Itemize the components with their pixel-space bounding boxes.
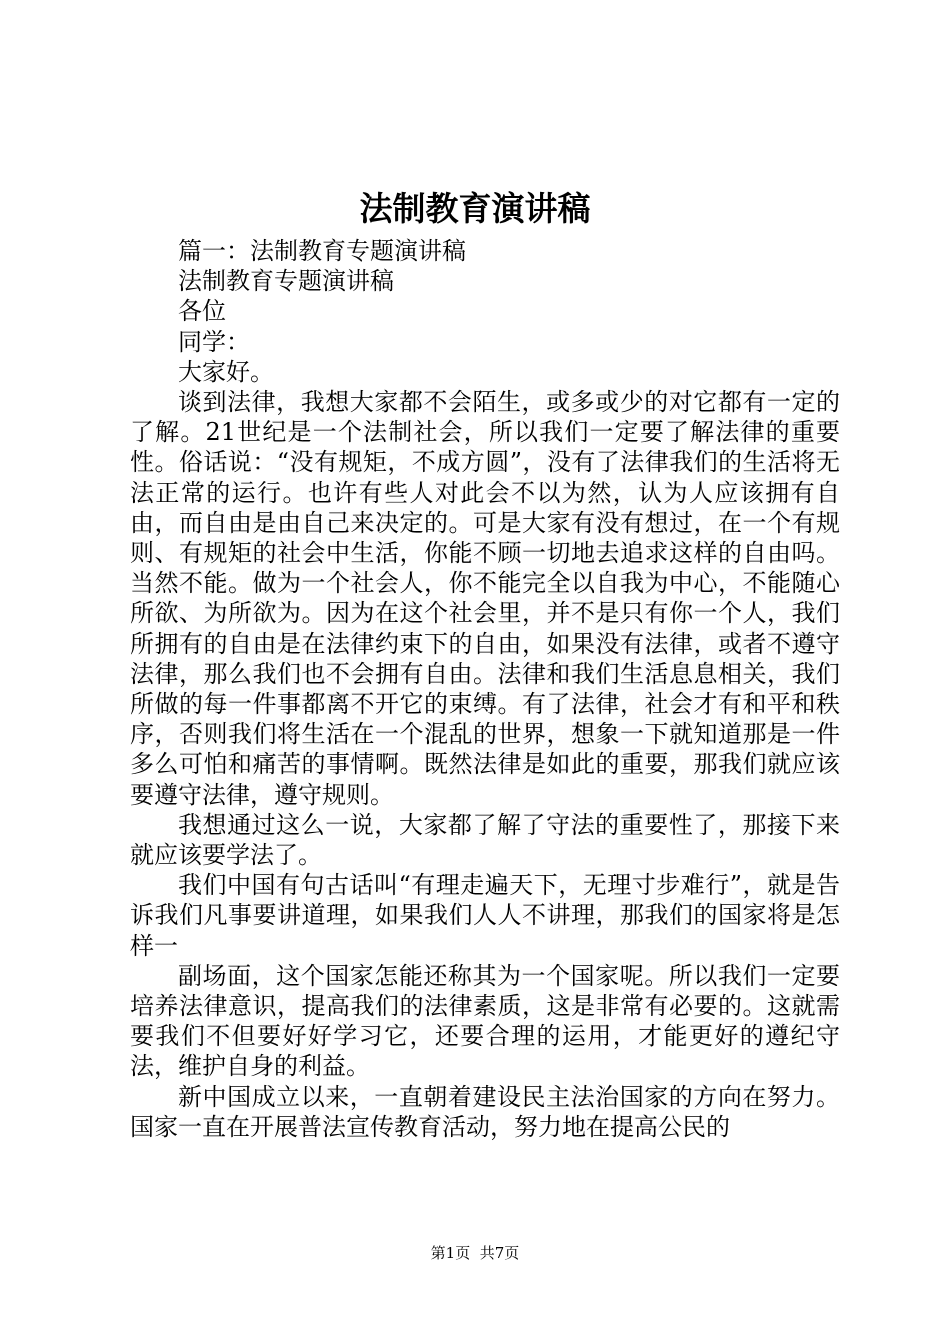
paragraph: 新中国成立以来，一直朝着建设民主法治国家的方向在努力。国家一直在开展普法宣传教育活动，努力地在提高公民的 — [130, 1082, 840, 1141]
paragraph: 我们中国有句古话叫“有理走遍天下，无理寸步难行”，就是告诉我们凡事要讲道理，如果我们人人不讲理，那我们的国家将是怎样一 — [130, 871, 840, 960]
paragraph: 我想通过这么一说，大家都了解了守法的重要性了，那接下来就应该要学法了。 — [130, 810, 840, 870]
page-footer — [0, 1242, 950, 1263]
page-total: 共7页 — [479, 1244, 520, 1262]
paragraph: 各位 — [178, 297, 226, 326]
document-title: 法制教育演讲稿 — [359, 189, 591, 228]
paragraph: 篇一：法制教育专题演讲稿 — [178, 237, 466, 265]
document-body — [130, 236, 840, 1142]
page-number: 第1页 — [430, 1244, 471, 1262]
paragraph: 法制教育专题演讲稿 — [178, 267, 394, 296]
paragraph: 大家好。 — [178, 357, 274, 386]
paragraph: 同学： — [178, 327, 250, 356]
paragraph: 谈到法律，我想大家都不会陌生，或多或少的对它都有一定的了解。21世纪是一个法制社会，所以我们一定要了解法律的重要性。俗话说：“没有规矩，不成方圆”，没有了法律我们的生活将无法正常的运行。也许有些人对此会不以为然，认为人应该拥有自由，而自由是由自己来决定的。可是大家有没有想过，在一个有规则、有规矩的社会中生活，你能不顾一切地去追求这样的自由吗。当然不能。做为一个社会人，你不能完全以自我为中心，不能随心所欲、为所欲为。因为在这个社会里，并不是只有你一个人，我们所拥有的自由是在法律约束下的自由，如果没有法律，或者不遵守法律，那么我们也不会拥有自由。法律和我们生活息息相关，我们所做的每一件事都离不开它的束缚。有了法律，社会才有和平和秩序，否则我们将生活在一个混乱的世界，想象一下就知道那是一件多么可怕和痛苦的事情啊。既然法律是如此的重要，那我们就应该要遵守法律，遵守规则。 — [130, 388, 840, 809]
paragraph: 副场面，这个国家怎能还称其为一个国家呢。所以我们一定要培养法律意识，提高我们的法律素质，这是非常有必要的。这就需要我们不但要好好学习它，还要合理的运用，才能更好的遵纪守法，维护自身的利益。 — [130, 961, 840, 1081]
